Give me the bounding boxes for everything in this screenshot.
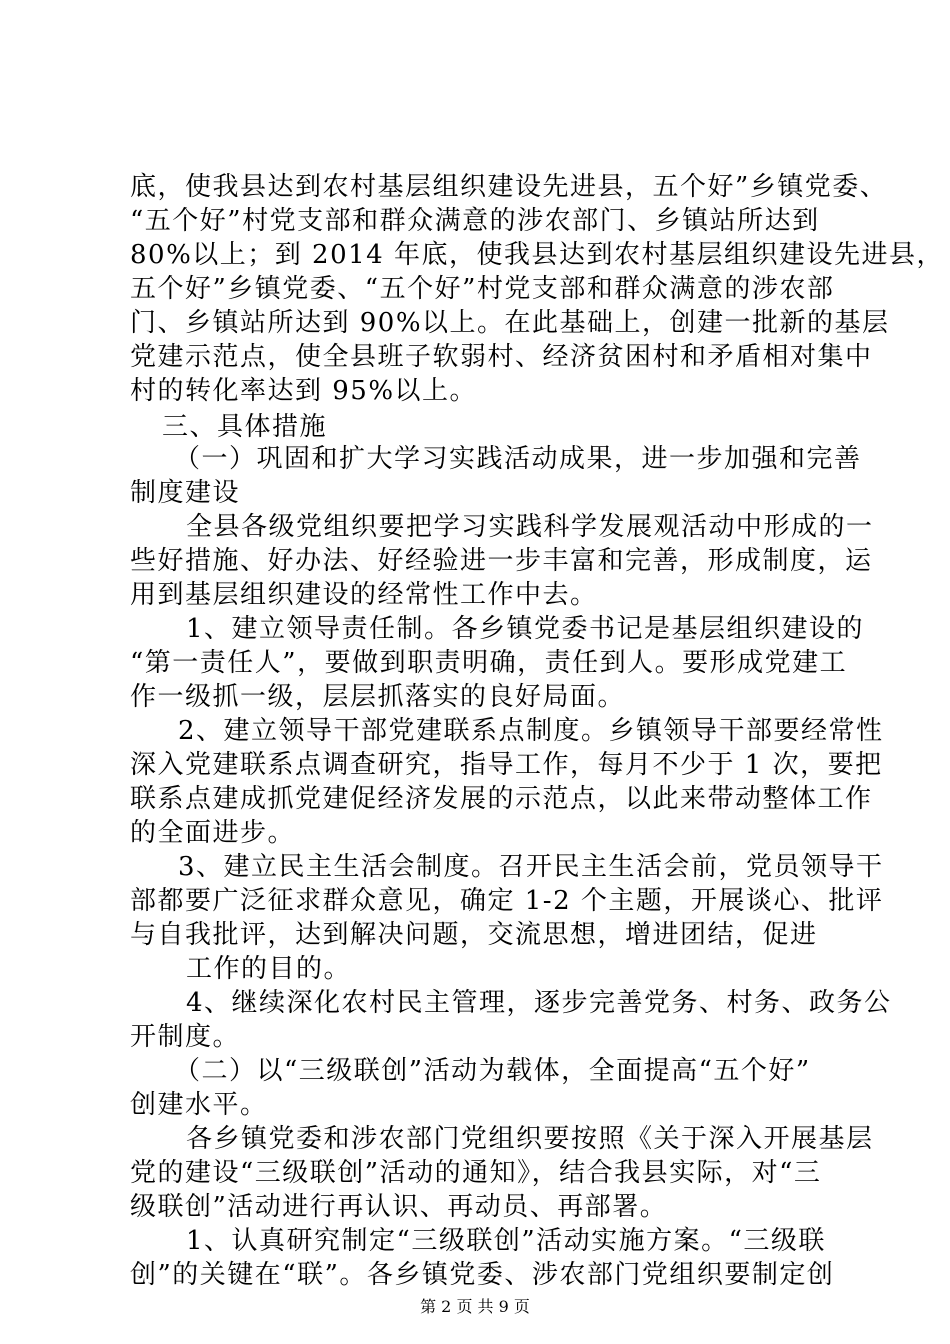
text-line: 党的建设“三级联创”活动的通知》，结合我县实际，对“三 — [130, 1158, 822, 1188]
text-line: 部都要广泛征求群众意见，确定 1-2 个主题，开展谈心、批评 — [130, 886, 884, 916]
text-line: 2、建立领导干部党建联系点制度。乡镇领导干部要经常性 — [178, 716, 884, 746]
page-footer: 第 2 页 共 9 页 — [420, 1297, 530, 1316]
text-line: 用到基层组织建设的经常性工作中去。 — [130, 580, 598, 610]
text-line: 底，使我县达到农村基层组织建设先进县，五个好”乡镇党委、 — [130, 172, 888, 202]
text-line: 创”的关键在“联”。各乡镇党委、涉农部门党组织要制定创 — [130, 1260, 835, 1290]
text-line: 村的转化率达到 95%以上。 — [130, 376, 478, 406]
text-line: （二）以“三级联创”活动为载体，全面提高“五个好” — [174, 1056, 811, 1086]
text-line: 制度建设 — [130, 478, 241, 508]
text-line: 3、建立民主生活会制度。召开民主生活会前，党员领导干 — [178, 852, 884, 882]
text-line: 门、乡镇站所达到 90%以上。在此基础上，创建一批新的基层 — [130, 308, 890, 338]
text-line: 80%以上；到 2014 年底，使我县达到农村基层组织建设先进县， — [130, 240, 944, 270]
text-line: “五个好”村党支部和群众满意的涉农部门、乡镇站所达到 — [130, 206, 820, 236]
text-line: 联系点建成抓党建促经济发展的示范点，以此来带动整体工作 — [130, 784, 873, 814]
text-line: 工作的目的。 — [186, 954, 352, 984]
text-line: 4、继续深化农村民主管理，逐步完善党务、村务、政务公 — [186, 988, 892, 1018]
text-line: 与自我批评，达到解决问题，交流思想，增进团结，促进 — [130, 920, 818, 950]
text-line: 创建水平。 — [130, 1090, 268, 1120]
text-line: 三、具体措施 — [162, 412, 328, 442]
text-line: 党建示范点，使全县班子软弱村、经济贫困村和矛盾相对集中 — [130, 342, 873, 372]
text-line: 深入党建联系点调查研究，指导工作，每月不少于 1 次，要把 — [130, 750, 883, 780]
text-line: 开制度。 — [130, 1022, 241, 1052]
text-line: 全县各级党组织要把学习实践科学发展观活动中形成的一 — [186, 512, 874, 542]
text-line: 的全面进步。 — [130, 818, 296, 848]
text-line: （一）巩固和扩大学习实践活动成果，进一步加强和完善 — [174, 444, 862, 474]
text-line: 五个好”乡镇党委、“五个好”村党支部和群众满意的涉农部 — [130, 274, 835, 304]
text-line: 级联创”活动进行再认识、再动员、再部署。 — [130, 1192, 668, 1222]
text-line: 1、认真研究制定“三级联创”活动实施方案。“三级联 — [186, 1226, 826, 1256]
text-line: “第一责任人”，要做到职责明确，责任到人。要形成党建工 — [130, 648, 848, 678]
text-line: 些好措施、好办法、好经验进一步丰富和完善，形成制度，运 — [130, 546, 873, 576]
text-line: 作一级抓一级，层层抓落实的良好局面。 — [130, 682, 626, 712]
text-line: 1、建立领导责任制。各乡镇党委书记是基层组织建设的 — [186, 614, 865, 644]
text-line: 各乡镇党委和涉农部门党组织要按照《关于深入开展基层 — [186, 1124, 874, 1154]
